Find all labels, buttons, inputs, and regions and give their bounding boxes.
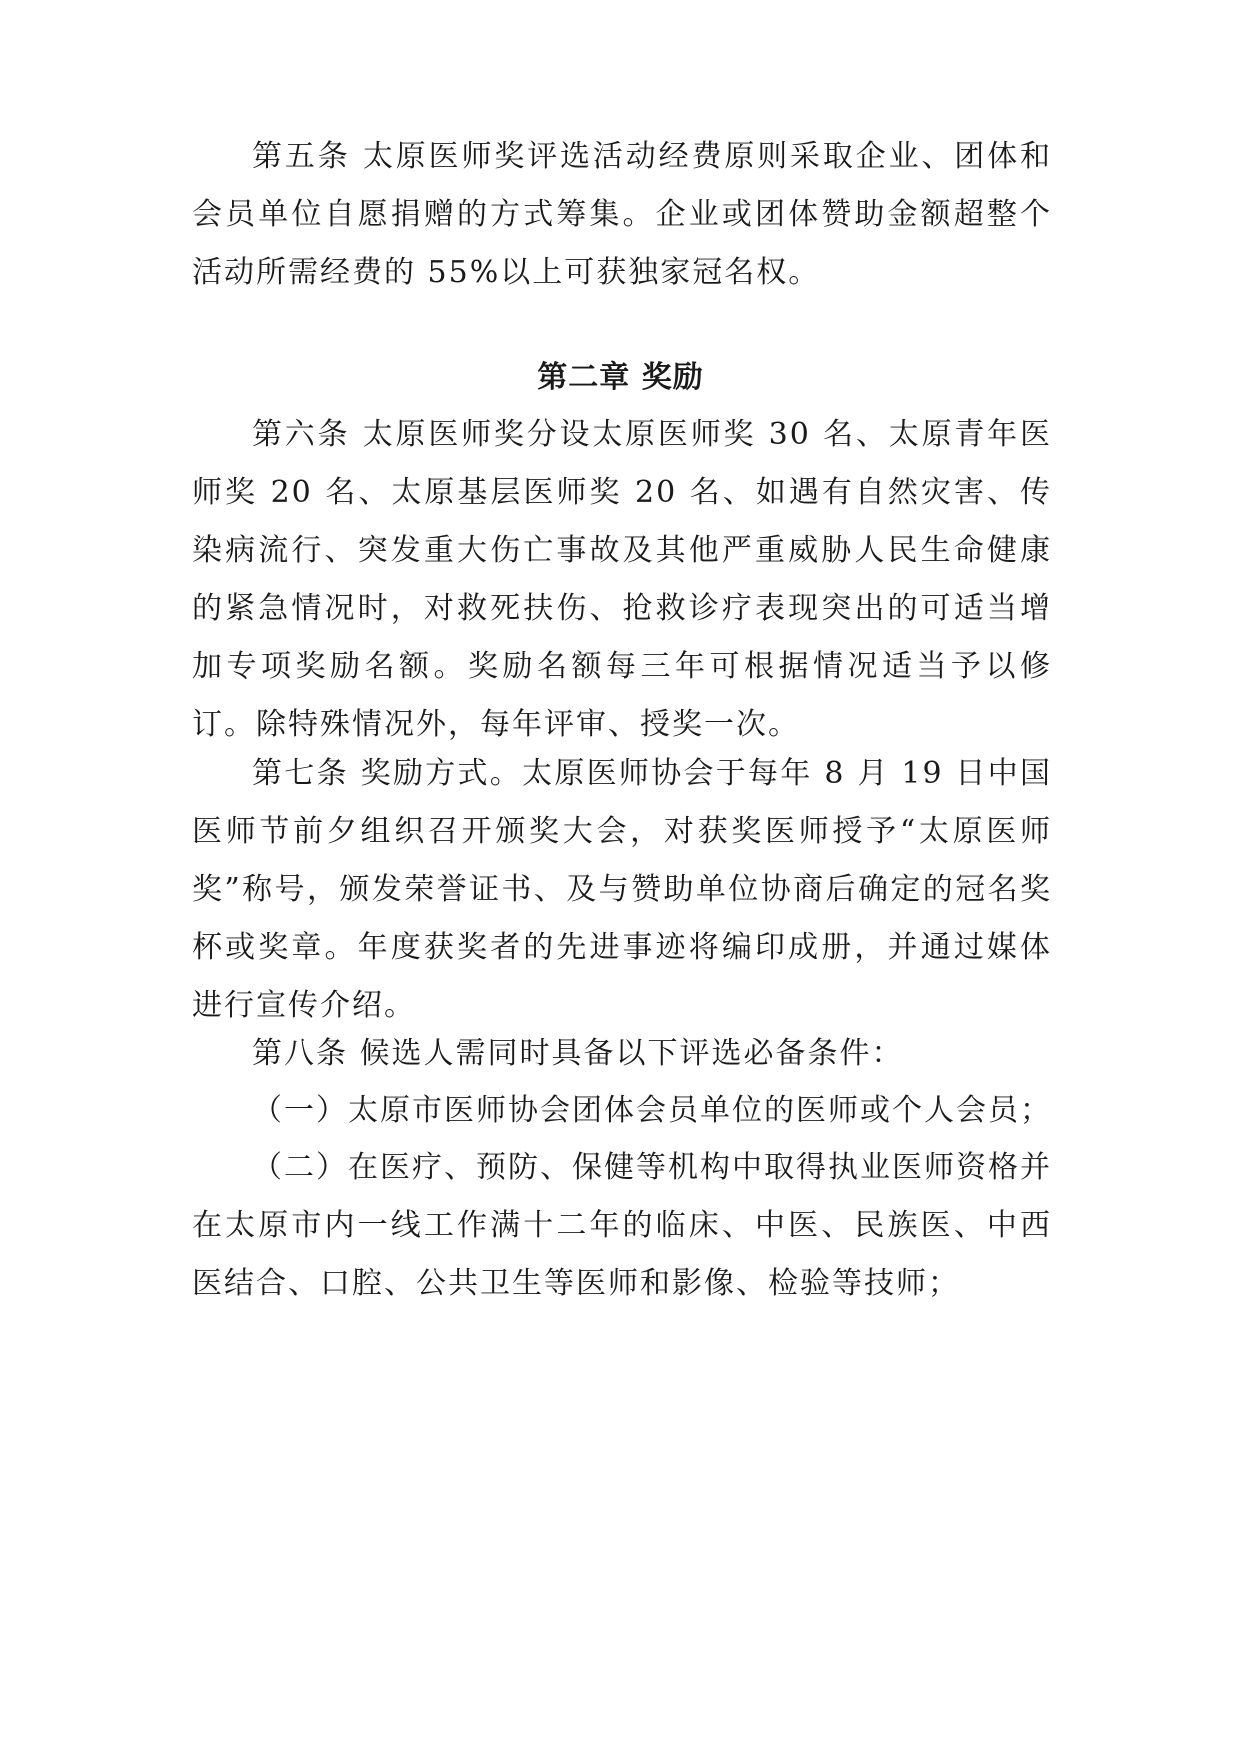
article-6-paragraph: 第六条 太原医师奖分设太原医师奖 30 名、太原青年医师奖 20 名、太原基层医师奖 20 名、如遇有自然灾害、传染病流行、突发重大伤亡事故及其他严重威胁人民生命健康的紧急情况时，对救死扶伤、抢救诊疗表现突出的可适当增加专项奖励名额。奖励名额每三年可根据情况适当予以修订。除特殊情况外，每年评审、授奖一次。 xyxy=(192,417,1052,742)
chapter-2-heading: 第二章 奖励 xyxy=(537,360,704,395)
article-5-paragraph: 第五条 太原医师奖评选活动经费原则采取企业、团体和会员单位自愿捐赠的方式筹集。企业或团体赞助金额超整个活动所需经费的 55%以上可获独家冠名权。 xyxy=(192,139,1052,290)
condition-2-paragraph: （二）在医疗、预防、保健等机构中取得执业医师资格并在太原市内一线工作满十二年的临床、中医、民族医、中西医结合、口腔、公共卫生等医师和影像、检验等技师； xyxy=(192,1150,1052,1301)
article-8-paragraph: 第八条 候选人需同时具备以下评选必备条件： xyxy=(252,1036,904,1071)
condition-1-paragraph: （一）太原市医师协会团体会员单位的医师或个人会员； xyxy=(252,1093,1052,1128)
article-7-paragraph: 第七条 奖励方式。太原医师协会于每年 8 月 19 日中国医师节前夕组织召开颁奖大会，对获奖医师授予“太原医师奖”称号，颁发荣誉证书、及与赞助单位协商后确定的冠名奖杯或奖章。年度获奖者的先进事迹将编印成册，并通过媒体进行宣传介绍。 xyxy=(192,756,1052,1023)
